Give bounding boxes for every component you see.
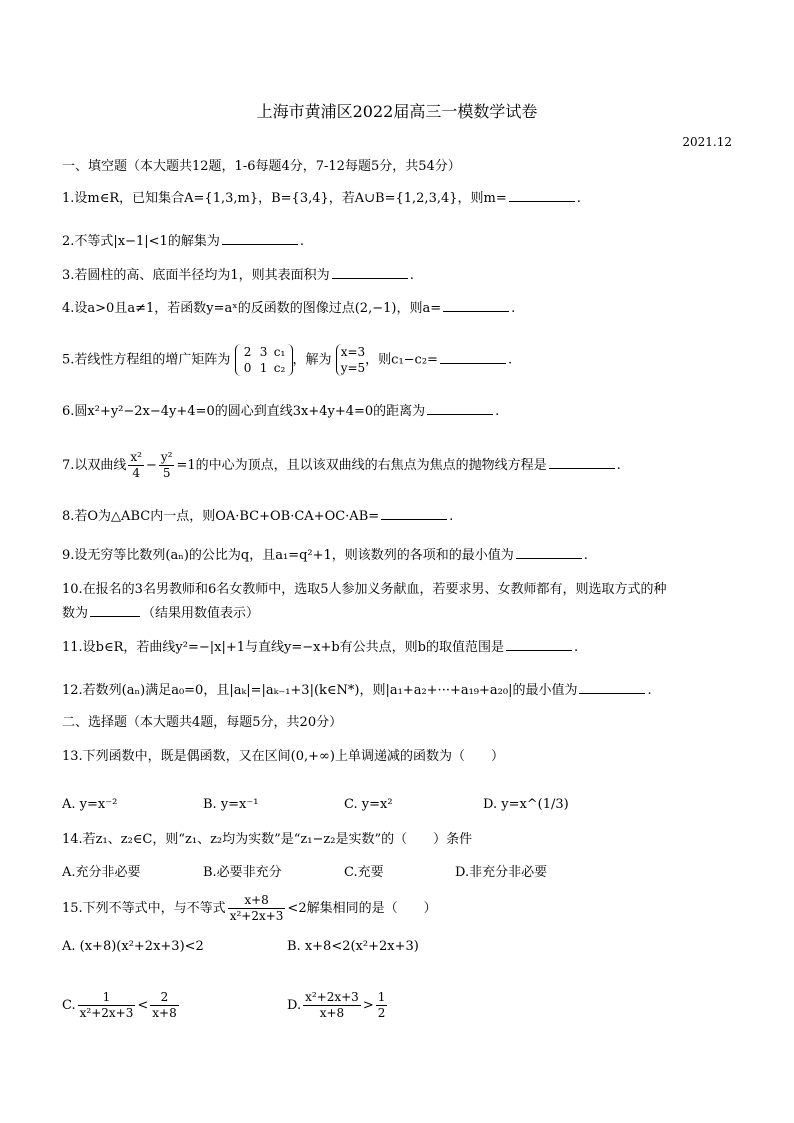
matrix-cell: c₂ (273, 361, 286, 375)
question-text: 4.设a>0且a≠1，若函数y=aˣ的反函数的图像过点(2,−1)，则a= (62, 301, 442, 316)
question-text: 1.设m∈R，已知集合A={1,3,m}，B={3,4}，若A∪B={1,2,3,4}，则m= (62, 191, 507, 206)
q13-option-d: D. y=x^(1/3) (483, 797, 569, 812)
question-15 (62, 893, 437, 924)
question-text: 7.以双曲线 (62, 458, 127, 473)
q13-option-a: A. y=x⁻² (62, 797, 118, 812)
operator: < (137, 998, 149, 1013)
question-4: 4.设a>0且a≠1，若函数y=aˣ的反函数的图像过点(2,−1)，则a= . (62, 301, 516, 316)
question-text: 5.若线性方程组的增广矩阵为 (62, 352, 231, 368)
question-10-line-1: 10.在报名的3名男教师和6名女教师中，选取5人参加义务献血，若要求男、女教师都有，则选取方式的种 (62, 582, 667, 597)
question-text: 9.设无穷等比数列(aₙ)的公比为q，且a₁=q²+1，则该数列的各项和的最小值为 (62, 548, 514, 563)
answer-blank (506, 638, 572, 651)
question-text: 数为 (62, 606, 89, 621)
question-text: 6.圆x²+y²−2x−4y+4=0的圆心到直线3x+4y+4=0的距离为 (62, 404, 426, 419)
question-text: 12.若数列(aₙ)满足a₀=0，且|aₖ|=|aₖ₋₁+3|(k∈N*)，则|a₁+a₂+···+a₁₉+a₂₀|的最小值为 (62, 683, 578, 698)
fraction (159, 450, 175, 481)
section-choice-heading: 二、选择题（本大题共4题，每题5分，共20分） (62, 715, 343, 730)
operator: > (362, 998, 374, 1013)
question-6: 6.圆x²+y²−2x−4y+4=0的圆心到直线3x+4y+4=0的距离为 . (62, 404, 500, 419)
numerator: x²+2x+3 (305, 990, 359, 1004)
answer-blank (90, 604, 140, 617)
numerator: 2 (150, 990, 178, 1006)
question-text: 11.设b∈R，若曲线y²=−|x|+1与直线y=−x+b有公共点，则b的取值范围是 (62, 640, 505, 655)
question-text: =1的中心为顶点，且以该双曲线的右焦点为焦点的抛物线方程是 (176, 458, 547, 473)
denominator: x²+2x+3 (229, 909, 284, 923)
section-fill-in-heading: 一、填空题（本大题共12题，1-6每题4分，7-12每题5分，共54分） (62, 159, 461, 174)
fraction (376, 990, 388, 1021)
answer-blank (381, 507, 447, 520)
numerator: x² (130, 450, 142, 464)
question-12: 12.若数列(aₙ)满足a₀=0，且|aₖ|=|aₖ₋₁+3|(k∈N*)，则|a₁+a₂+···+a₁₉+a₂₀|的最小值为 . (62, 683, 652, 698)
q14-option-b: B.必要非充分 (203, 865, 282, 880)
question-text: 3.若圆柱的高、底面半径均为1，则其表面积为 (62, 268, 330, 283)
denominator: 5 (162, 466, 171, 480)
answer-blank (222, 232, 298, 245)
answer-blank (579, 681, 645, 694)
matrix-cell: 0 (243, 361, 252, 375)
option-label: C. (62, 998, 76, 1013)
matrix-cell: 3 (259, 345, 268, 359)
exam-date: 2021.12 (682, 135, 732, 149)
matrix-cell: c₁ (273, 345, 286, 359)
augmented-matrix (235, 344, 293, 376)
fraction (150, 990, 178, 1021)
q14-option-a: A.充分非必要 (62, 865, 141, 880)
q15-option-c (62, 990, 181, 1021)
denominator: x+8 (319, 1006, 345, 1020)
question-text: 8.若O为△ABC内一点，则OA·BC+OB·CA+OC·AB= (62, 509, 380, 524)
fraction (228, 893, 286, 924)
question-10-line-2 (62, 604, 259, 624)
q15-option-b: B. x+8<2(x²+2x+3) (287, 939, 419, 954)
question-text: 2.不等式|x−1|<1的解集为 (62, 234, 220, 249)
question-5: 5.若线性方程组的增广矩阵为 2 3 c₁ 0 1 c₂，解为 x=3 y=5，则c₁−c₂= . (62, 345, 513, 375)
answer-blank (549, 456, 615, 469)
answer-blank (332, 266, 408, 279)
numerator: y² (160, 450, 173, 464)
denominator: 4 (132, 466, 141, 480)
denominator: 2 (377, 1006, 386, 1020)
numerator: x+8 (228, 893, 286, 909)
answer-blank (516, 546, 582, 559)
question-11: 11.设b∈R，若曲线y²=−|x|+1与直线y=−x+b有公共点，则b的取值范围是 . (62, 640, 579, 655)
fraction (303, 990, 361, 1021)
q15-option-d (287, 990, 389, 1021)
question-2: 2.不等式|x−1|<1的解集为 . (62, 234, 304, 249)
denominator: x²+2x+3 (79, 1006, 134, 1020)
question-13: 13.下列函数中，既是偶函数，又在区间(0,+∞)上单调递减的函数为（ ） (62, 749, 504, 764)
page-title: 上海市黄浦区2022届高三一模数学试卷 (256, 102, 538, 121)
solution-system (336, 344, 365, 376)
numerator: 1 (78, 990, 136, 1006)
denominator: x+8 (152, 1006, 177, 1020)
q14-option-c: C.充要 (344, 865, 384, 880)
question-1: 1.设m∈R，已知集合A={1,3,m}，B={3,4}，若A∪B={1,2,3,4}，则m= . (62, 191, 581, 206)
numerator: 1 (377, 990, 386, 1004)
equation: x=3 (340, 345, 366, 359)
question-text: ，解为 (292, 352, 332, 368)
answer-blank (440, 351, 506, 364)
question-8: 8.若O为△ABC内一点，则OA·BC+OB·CA+OC·AB= . (62, 509, 454, 524)
q15-option-a: A. (x+8)(x²+2x+3)<2 (62, 939, 204, 954)
fraction (78, 990, 136, 1021)
option-label: D. (287, 998, 302, 1013)
question-text: <2解集相同的是（ ） (287, 901, 437, 916)
question-text: 15.下列不等式中，与不等式 (62, 901, 226, 916)
question-7: 7.以双曲线 $\frac{\text{x²}}{4}$ − $\frac{\text{y²}}{5}$ =1的中心为顶点，且以该双曲线的右焦点为焦点的抛物线方程是 . (62, 450, 621, 480)
q13-option-c: C. y=x² (344, 797, 393, 812)
question-9: 9.设无穷等比数列(aₙ)的公比为q，且a₁=q²+1，则该数列的各项和的最小值为 . (62, 548, 588, 563)
matrix-cell: 2 (243, 345, 252, 359)
q14-option-d: D.非充分非必要 (455, 865, 548, 880)
question-text: ，则c₁−c₂= (365, 352, 438, 368)
answer-blank (443, 299, 509, 312)
q13-option-b: B. y=x⁻¹ (203, 797, 259, 812)
answer-blank (427, 402, 493, 415)
equation: y=5 (340, 361, 366, 375)
question-note: （结果用数值表示） (142, 606, 260, 621)
fraction (128, 450, 144, 481)
question-3: 3.若圆柱的高、底面半径均为1，则其表面积为 . (62, 268, 414, 283)
question-14: 14.若z₁、z₂∈C，则“z₁、z₂均为实数”是“z₁−z₂是实数”的（ ）条件 (62, 832, 473, 847)
answer-blank (509, 189, 575, 202)
matrix-cell: 1 (259, 361, 268, 375)
